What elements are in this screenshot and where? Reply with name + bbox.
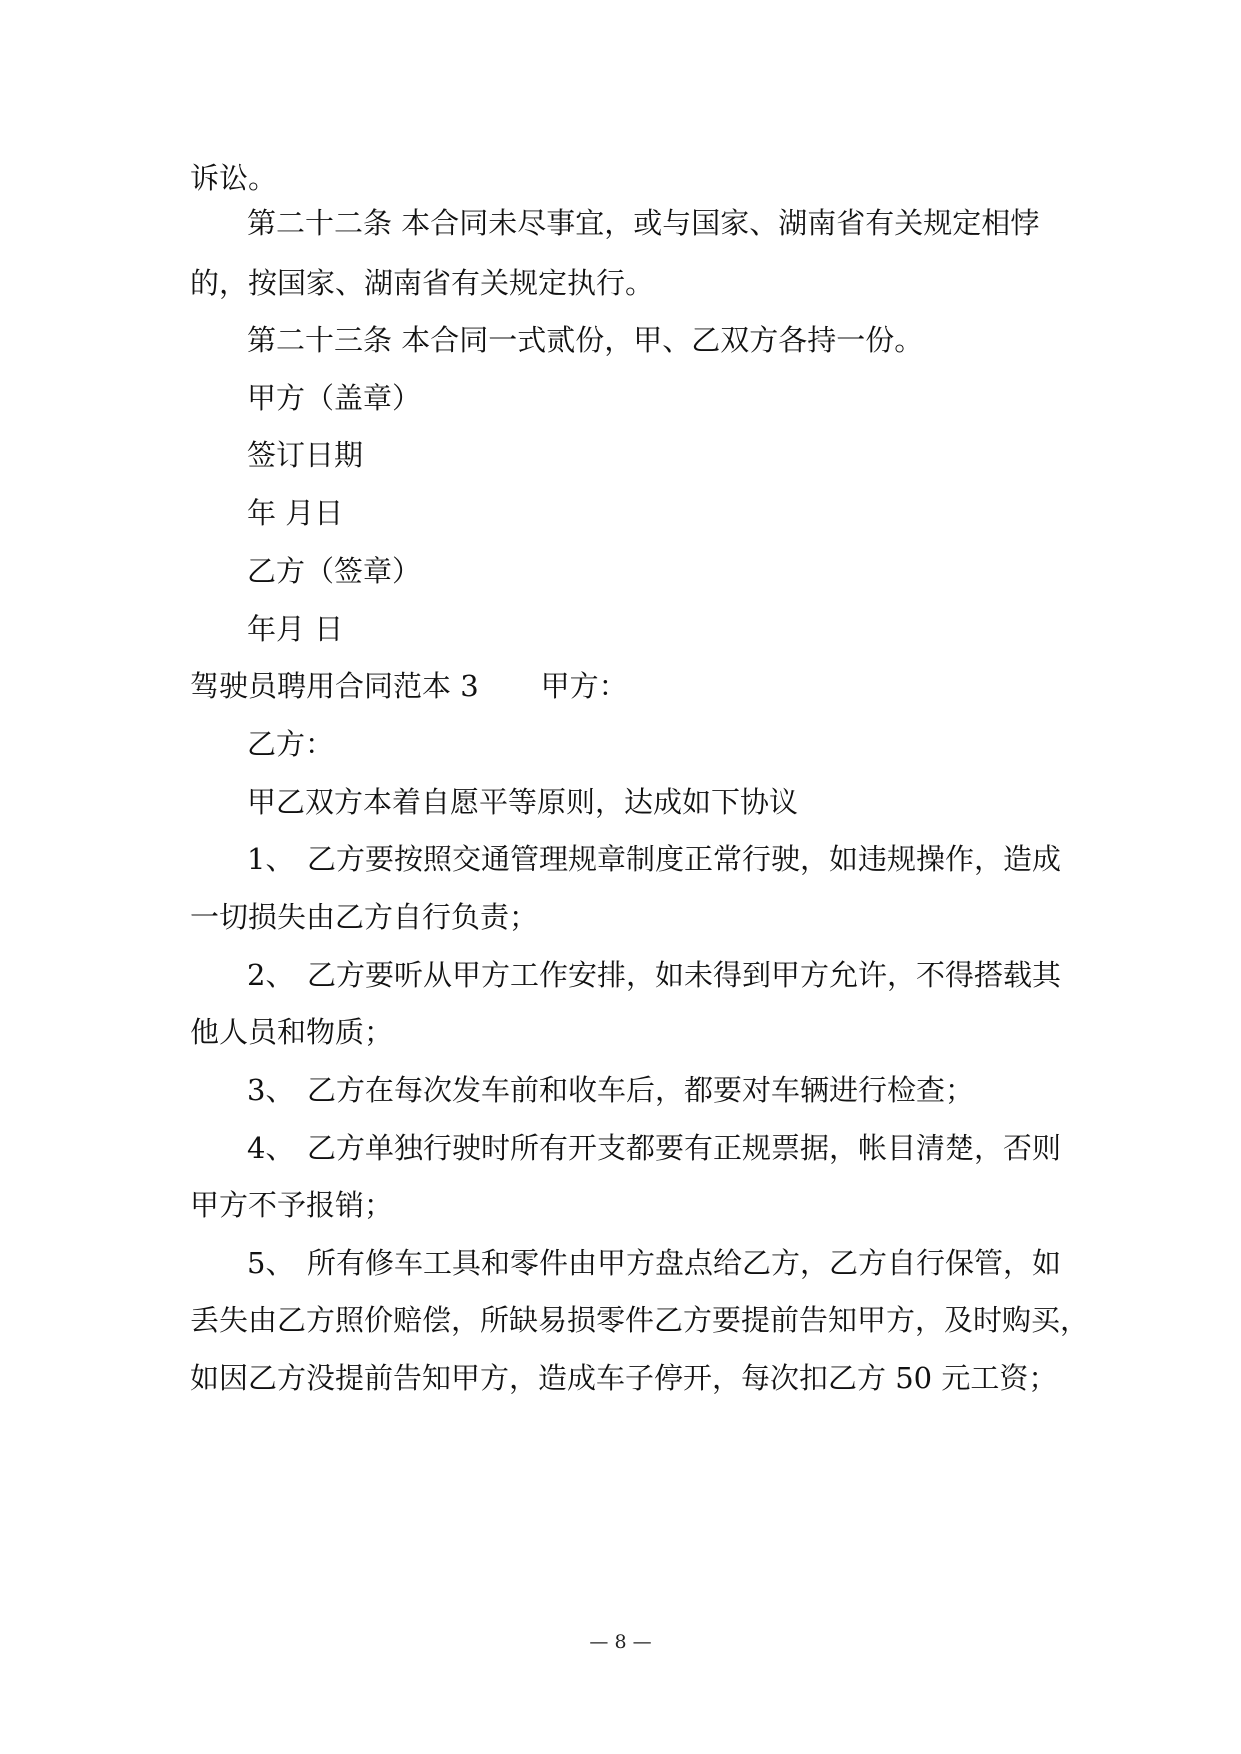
contract-title: 驾驶员聘用合同范本 3: [190, 669, 479, 703]
clause-1-cont: 一切损失由乙方自行负责；: [190, 900, 539, 934]
paragraph-line: 甲方（盖章）: [247, 381, 422, 415]
clause-text: 乙方要听从甲方工作安排，如未得到甲方允许，不得搭载其: [307, 958, 1062, 992]
clause-5-cont: 丢失由乙方照价赔偿，所缺易损零件乙方要提前告知甲方，及时购买，: [190, 1303, 1090, 1337]
paragraph-line: 签订日期: [247, 438, 364, 472]
clause-2-cont: 他人员和物质；: [190, 1015, 394, 1049]
paragraph-line: 乙方（签章）: [247, 554, 422, 588]
clause-4-cont: 甲方不予报销；: [190, 1188, 394, 1222]
contract-heading: [190, 666, 628, 706]
clause-1: [247, 839, 1061, 879]
paragraph-line: 的，按国家、湖南省有关规定执行。: [190, 266, 655, 300]
party-b-label: 乙方：: [247, 727, 335, 761]
clause-text: 所有修车工具和零件由甲方盘点给乙方，乙方自行保管，如: [307, 1246, 1062, 1280]
clause-number: 3、: [247, 1073, 295, 1107]
paragraph-line: 第二十二条 本合同未尽事宜，或与国家、湖南省有关规定相悖: [247, 206, 1040, 240]
clause-text: 乙方要按照交通管理规章制度正常行驶，如违规操作，造成: [307, 842, 1062, 876]
clause-3: [247, 1070, 974, 1110]
clause-number: 4、: [247, 1131, 295, 1165]
party-a-label: 甲方：: [540, 669, 628, 703]
clause-number: 2、: [247, 958, 295, 992]
page-number: — 8 —: [589, 1631, 652, 1653]
clause-text: 乙方单独行驶时所有开支都要有正规票据，帐目清楚，否则: [307, 1131, 1062, 1165]
clause-number: 1、: [247, 842, 295, 876]
clause-4: [247, 1128, 1061, 1168]
paragraph-line: 年 月日: [247, 496, 344, 530]
paragraph-line: 第二十三条 本合同一式贰份，甲、乙双方各持一份。: [247, 323, 924, 357]
clause-5: [247, 1243, 1061, 1283]
clause-2: [247, 955, 1061, 995]
paragraph-line: 年月 日: [247, 612, 344, 646]
clause-text: 乙方在每次发车前和收车后，都要对车辆进行检查；: [307, 1073, 975, 1107]
intro-line: 甲乙双方本着自愿平等原则，达成如下协议: [247, 785, 799, 819]
clause-number: 5、: [247, 1246, 295, 1280]
clause-5-cont: 如因乙方没提前告知甲方，造成车子停开，每次扣乙方 50 元工资；: [190, 1361, 1058, 1395]
paragraph-line: 诉讼。: [190, 161, 278, 195]
